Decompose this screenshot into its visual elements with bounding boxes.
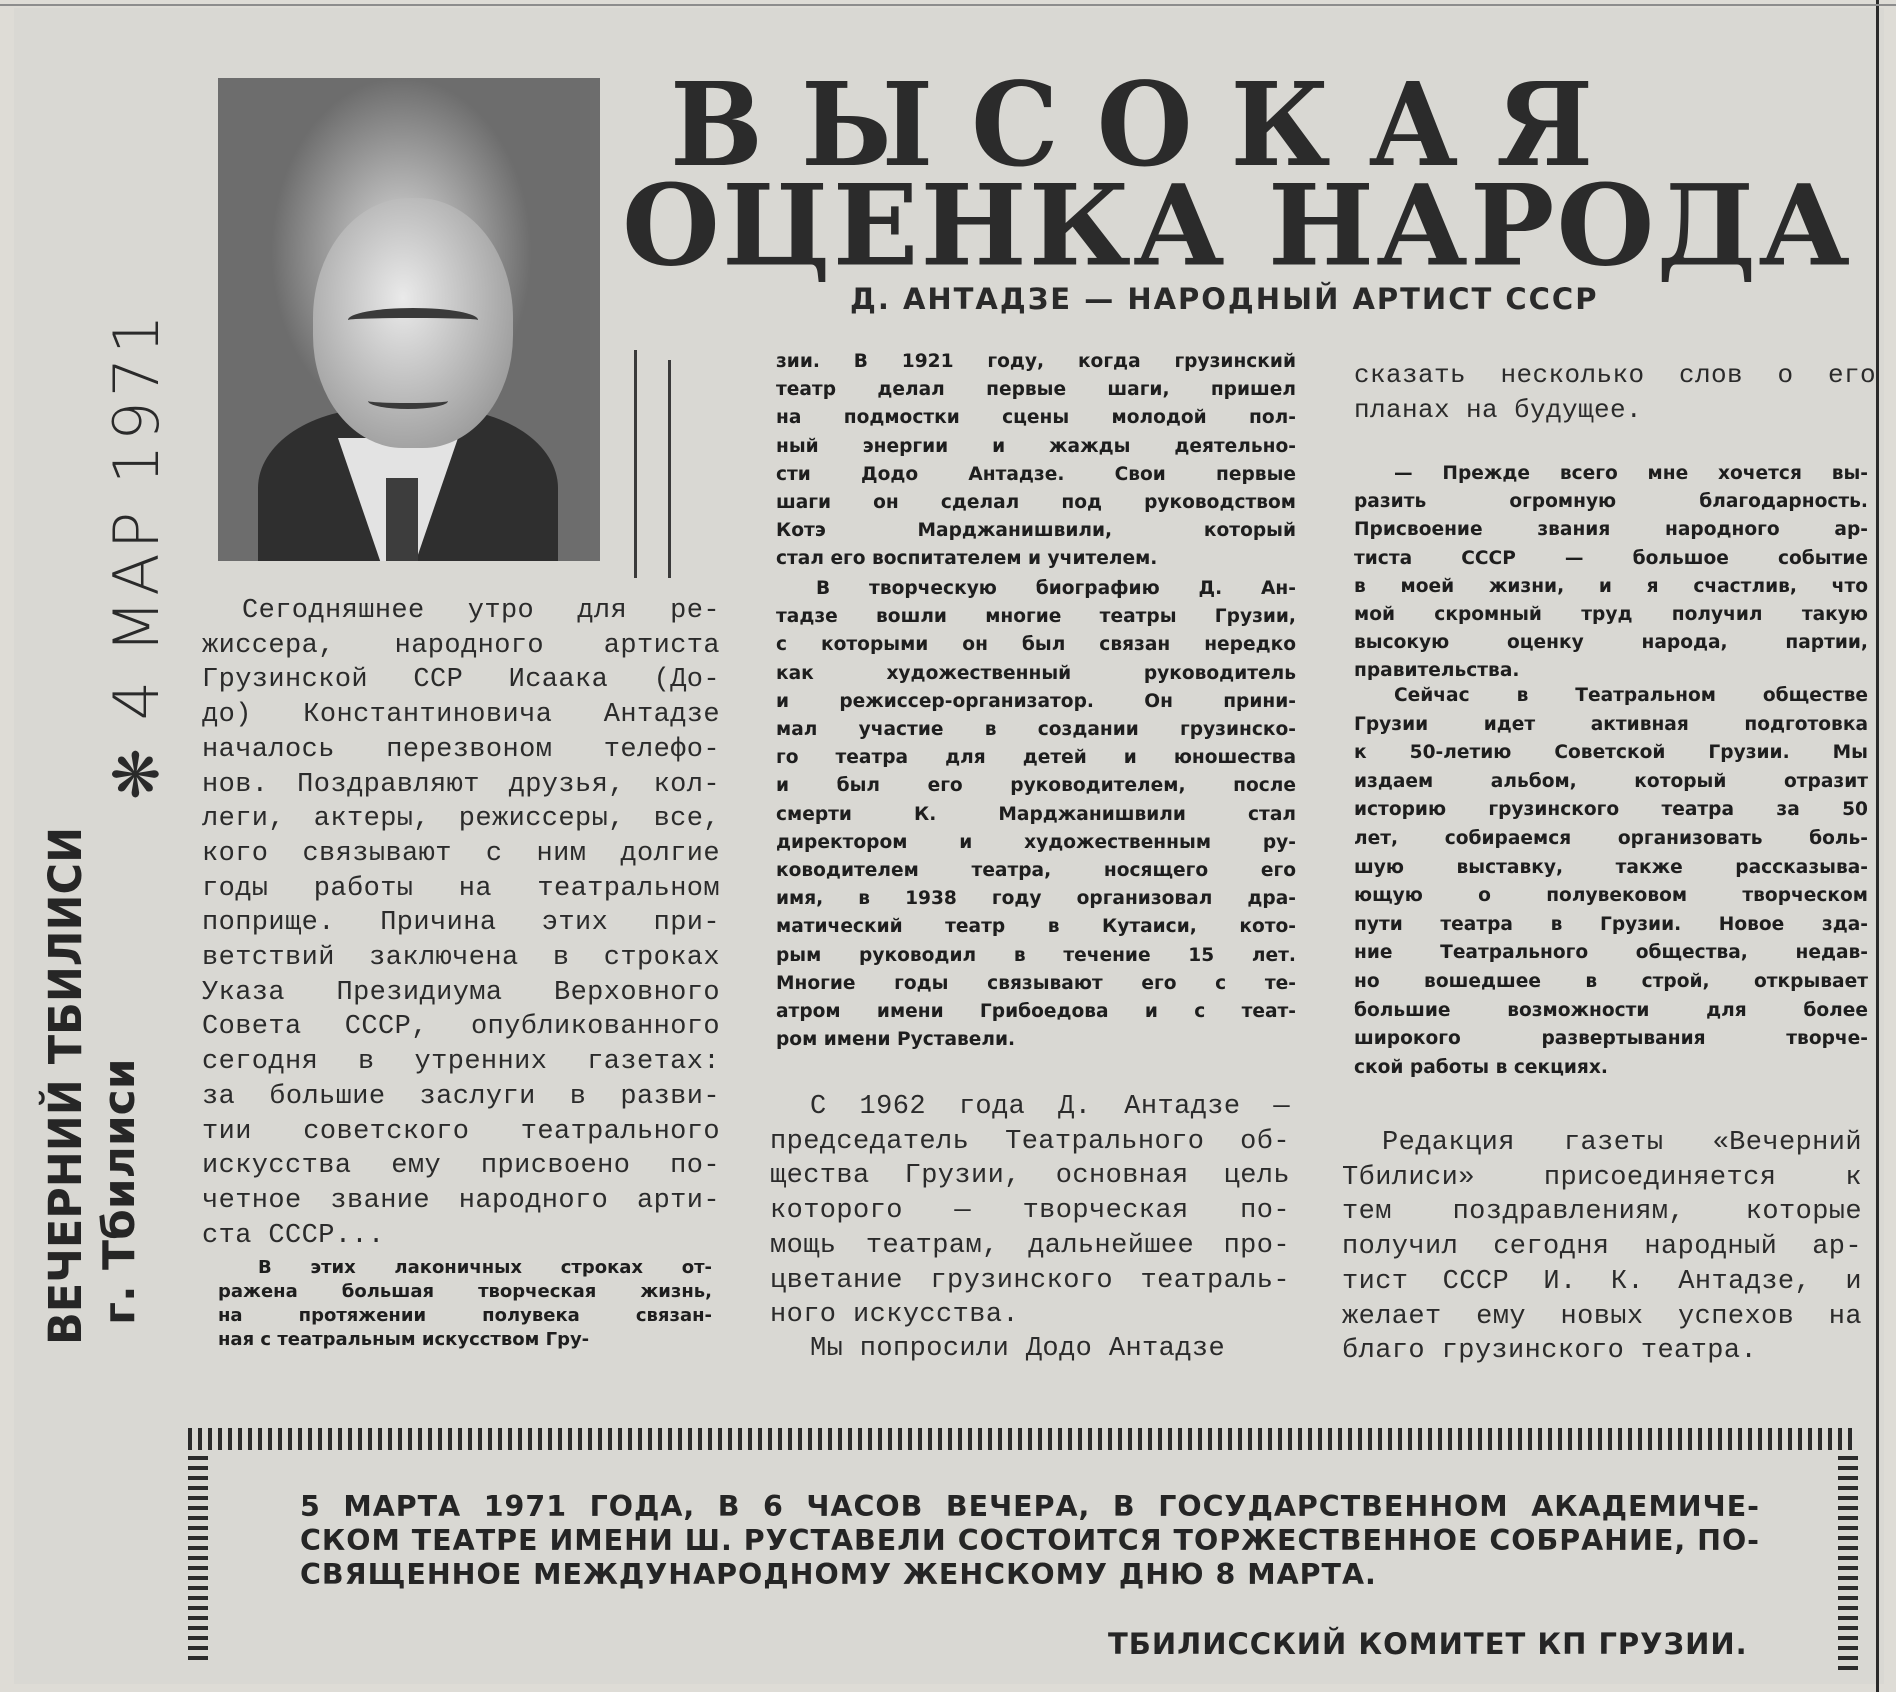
- text-line: ющую о полувековом творческом: [1354, 885, 1868, 907]
- text-line: но вошедшее в строй, открывает: [1354, 970, 1868, 992]
- text-line: тадзе вошли многие театры Грузии,: [776, 606, 1296, 628]
- text-line: большие возможности для более: [1354, 999, 1868, 1021]
- text-line: сегодня в утренних газетах:: [202, 1047, 720, 1078]
- text-line: зии. В 1921 году, когда грузинский: [776, 351, 1296, 372]
- subheadline: Д. АНТАДЗЕ — НАРОДНЫЙ АРТИСТ СССР: [850, 282, 1599, 316]
- text-line: поприще. Причина этих при-: [202, 908, 720, 939]
- text-line: за большие заслуги в разви-: [202, 1081, 720, 1112]
- text-line: ста СССР...: [202, 1220, 385, 1251]
- column-1-intro: [202, 594, 720, 1253]
- text-line: Присвоение звания народного ар-: [1354, 519, 1868, 541]
- text-line: Сегодняшнее утро для ре-: [242, 596, 720, 626]
- column-3-paragraph-2: [1354, 460, 1868, 686]
- text-line: щества Грузии, основная цель: [770, 1161, 1290, 1192]
- text-line: — Прежде всего мне хочется вы-: [1394, 463, 1868, 484]
- text-line: кого связывают с ним долгие: [202, 838, 720, 869]
- text-line: как художественный руководитель: [776, 662, 1296, 684]
- text-line: цветание грузинского театраль-: [770, 1265, 1290, 1296]
- text-line: и режиссер-организатор. Он прини-: [776, 690, 1296, 712]
- text-line: началось перезвоном телефо-: [202, 734, 720, 765]
- text-line: правительства.: [1354, 660, 1520, 682]
- text-line: го театра для детей и юношества: [776, 747, 1296, 769]
- announcement-border-left: [188, 1450, 208, 1660]
- announcement-text: [300, 1490, 1760, 1592]
- text-line: смерти К. Марджанишвили стал: [776, 803, 1296, 825]
- text-line: Сейчас в Театральном обществе: [1394, 685, 1868, 706]
- text-line: сказать несколько слов о его: [1354, 360, 1876, 390]
- text-line: матический театр в Кутаиси, кото-: [776, 916, 1296, 938]
- text-line: сти Додо Антадзе. Свои первые: [776, 463, 1296, 485]
- text-line: леги, актеры, режиссеры, все,: [202, 804, 720, 835]
- text-line: стал его воспитателем и учителем.: [776, 548, 1158, 570]
- text-line: получил сегодня народный ар-: [1342, 1232, 1862, 1263]
- column-rule-2: [668, 360, 671, 578]
- text-line: широкого развертывания творче-: [1354, 1028, 1868, 1050]
- text-line: С 1962 года Д. Антадзе —: [810, 1092, 1290, 1122]
- text-line: четное звание народного арти-: [202, 1185, 720, 1216]
- text-line: годы работы на театральном: [202, 873, 720, 904]
- announcement-border-top: [188, 1428, 1858, 1450]
- newspaper-name-stamp: ВЕЧЕРНИЙ ТБИЛИСИ: [40, 826, 93, 1345]
- text-line: высокую оценку народа, партии,: [1354, 632, 1868, 654]
- text-line: ный энергии и жажды деятельно-: [776, 435, 1296, 457]
- text-line: историю грузинского театра за 50: [1354, 799, 1868, 821]
- text-line: СКОМ ТЕАТРЕ ИМЕНИ Ш. РУСТАВЕЛИ СОСТОИТСЯ ТОРЖЕСТВЕННОЕ СОБРАНИЕ, ПО-: [300, 1524, 1760, 1557]
- text-line: В творческую биографию Д. Ан-: [816, 578, 1296, 599]
- text-line: ного искусства.: [770, 1300, 1020, 1331]
- headline-line-1: ВЫСОКАЯ: [670, 56, 1632, 193]
- text-line: Указа Президиума Верховного: [202, 977, 720, 1008]
- text-line: ской работы в секциях.: [1354, 1056, 1608, 1078]
- text-line: мощь театрам, дальнейшее про-: [770, 1230, 1290, 1261]
- right-edge-line: [1876, 0, 1879, 1692]
- text-line: издаем альбом, который отразит: [1354, 770, 1868, 792]
- text-line: тист СССР И. К. Антадзе, и: [1342, 1266, 1862, 1297]
- text-line: ние Театрального общества, недав-: [1354, 942, 1868, 964]
- column-3-paragraph-1: [1354, 358, 1876, 427]
- text-line: планах на будущее.: [1354, 394, 1643, 425]
- text-line: и был его руководителем, после: [776, 775, 1296, 797]
- column-3-paragraph-4: [1342, 1126, 1862, 1369]
- text-line: Мы попросили Додо Антадзе: [810, 1334, 1226, 1364]
- text-line: благо грузинского театра.: [1342, 1336, 1758, 1367]
- text-line: СВЯЩЕННОЕ МЕЖДУНАРОДНОМУ ЖЕНСКОМУ ДНЮ 8 МАРТА.: [300, 1558, 1377, 1591]
- column-1-bold-text: [218, 1256, 712, 1352]
- text-line: рым руководил в течение 15 лет.: [776, 944, 1296, 966]
- text-line: на подмостки сцены молодой пол-: [776, 407, 1296, 429]
- text-line: мой скромный труд получил такую: [1354, 604, 1868, 626]
- text-line: имя, в 1938 году организовал дра-: [776, 888, 1296, 910]
- text-line: Грузии идет активная подготовка: [1354, 713, 1868, 735]
- text-line: 5 МАРТА 1971 ГОДА, В 6 ЧАСОВ ВЕЧЕРА, В ГОСУДАРСТВЕННОМ АКАДЕМИЧЕ-: [300, 1490, 1760, 1523]
- city-stamp: г. Тбилиси: [94, 1058, 145, 1325]
- text-line: разить огромную благодарность.: [1354, 491, 1868, 513]
- text-line: Тбилиси» присоединяется к: [1342, 1162, 1862, 1193]
- announcement-border-right: [1838, 1450, 1858, 1670]
- archive-date-stamp: ❋ 4 МАР 1971: [100, 310, 173, 800]
- announcement-signature: ТБИЛИССКИЙ КОМИТЕТ КП ГРУЗИИ.: [1108, 1627, 1748, 1661]
- text-line: которого — творческая по-: [770, 1196, 1290, 1227]
- text-line: с которыми он был связан нередко: [776, 634, 1296, 656]
- text-line: Совета СССР, опубликованного: [202, 1012, 720, 1043]
- text-line: шаги он сделал под руководством: [776, 492, 1296, 514]
- column-3-paragraph-3: [1354, 682, 1868, 1082]
- text-line: Грузинской ССР Исаака (До-: [202, 665, 720, 696]
- text-line: ветствий заключена в строках: [202, 943, 720, 974]
- text-line: В этих лаконичных строках от-: [258, 1257, 712, 1278]
- text-line: Редакция газеты «Вечерний: [1382, 1128, 1862, 1158]
- text-line: ководителем театра, носящего его: [776, 860, 1296, 882]
- text-line: тем поздравлениям, которые: [1342, 1197, 1862, 1228]
- column-2-paragraph-2: [776, 575, 1296, 1054]
- text-line: лет, собираемся организовать боль-: [1354, 827, 1868, 849]
- headline-line-2: ОЦЕНКА НАРОДА: [622, 159, 1853, 291]
- text-line: искусства ему присвоено по-: [202, 1151, 720, 1182]
- text-line: ражена большая творческая жизнь,: [218, 1281, 712, 1302]
- text-line: желает ему новых успехов на: [1342, 1301, 1862, 1332]
- text-line: мал участие в создании грузинско-: [776, 719, 1296, 741]
- text-line: тии советского театрального: [202, 1116, 720, 1147]
- text-line: тиста СССР — большое событие: [1354, 547, 1868, 569]
- text-line: нов. Поздравляют друзья, кол-: [202, 769, 720, 800]
- text-line: театр делал первые шаги, пришел: [776, 379, 1296, 401]
- column-2-paragraph-4: [770, 1332, 1290, 1367]
- text-line: атром имени Грибоедова и с теат-: [776, 1001, 1296, 1023]
- text-line: директором и художественным ру-: [776, 831, 1296, 853]
- text-line: на протяжении полувека связан-: [218, 1305, 712, 1326]
- text-line: до) Константиновича Антадзе: [202, 700, 720, 731]
- text-line: ная с театральным искусством Гру-: [218, 1329, 590, 1350]
- text-line: председатель Театрального об-: [770, 1126, 1290, 1157]
- text-line: ром имени Руставели.: [776, 1029, 1016, 1051]
- text-line: в моей жизни, и я счастлив, что: [1354, 575, 1868, 597]
- column-2-paragraph-1: [776, 348, 1296, 574]
- text-line: Котэ Марджанишвили, который: [776, 520, 1296, 542]
- text-line: жиссера, народного артиста: [202, 630, 720, 661]
- text-line: к 50-летию Советской Грузии. Мы: [1354, 742, 1868, 764]
- text-line: шую выставку, также рассказыва-: [1354, 856, 1868, 878]
- text-line: пути театра в Грузии. Новое зда-: [1354, 913, 1868, 935]
- column-2-paragraph-3: [770, 1090, 1290, 1333]
- portrait-photo: [218, 78, 600, 561]
- top-edge-line: [0, 4, 1896, 6]
- column-rule-1: [634, 350, 637, 578]
- text-line: Многие годы связывают его с те-: [776, 972, 1296, 994]
